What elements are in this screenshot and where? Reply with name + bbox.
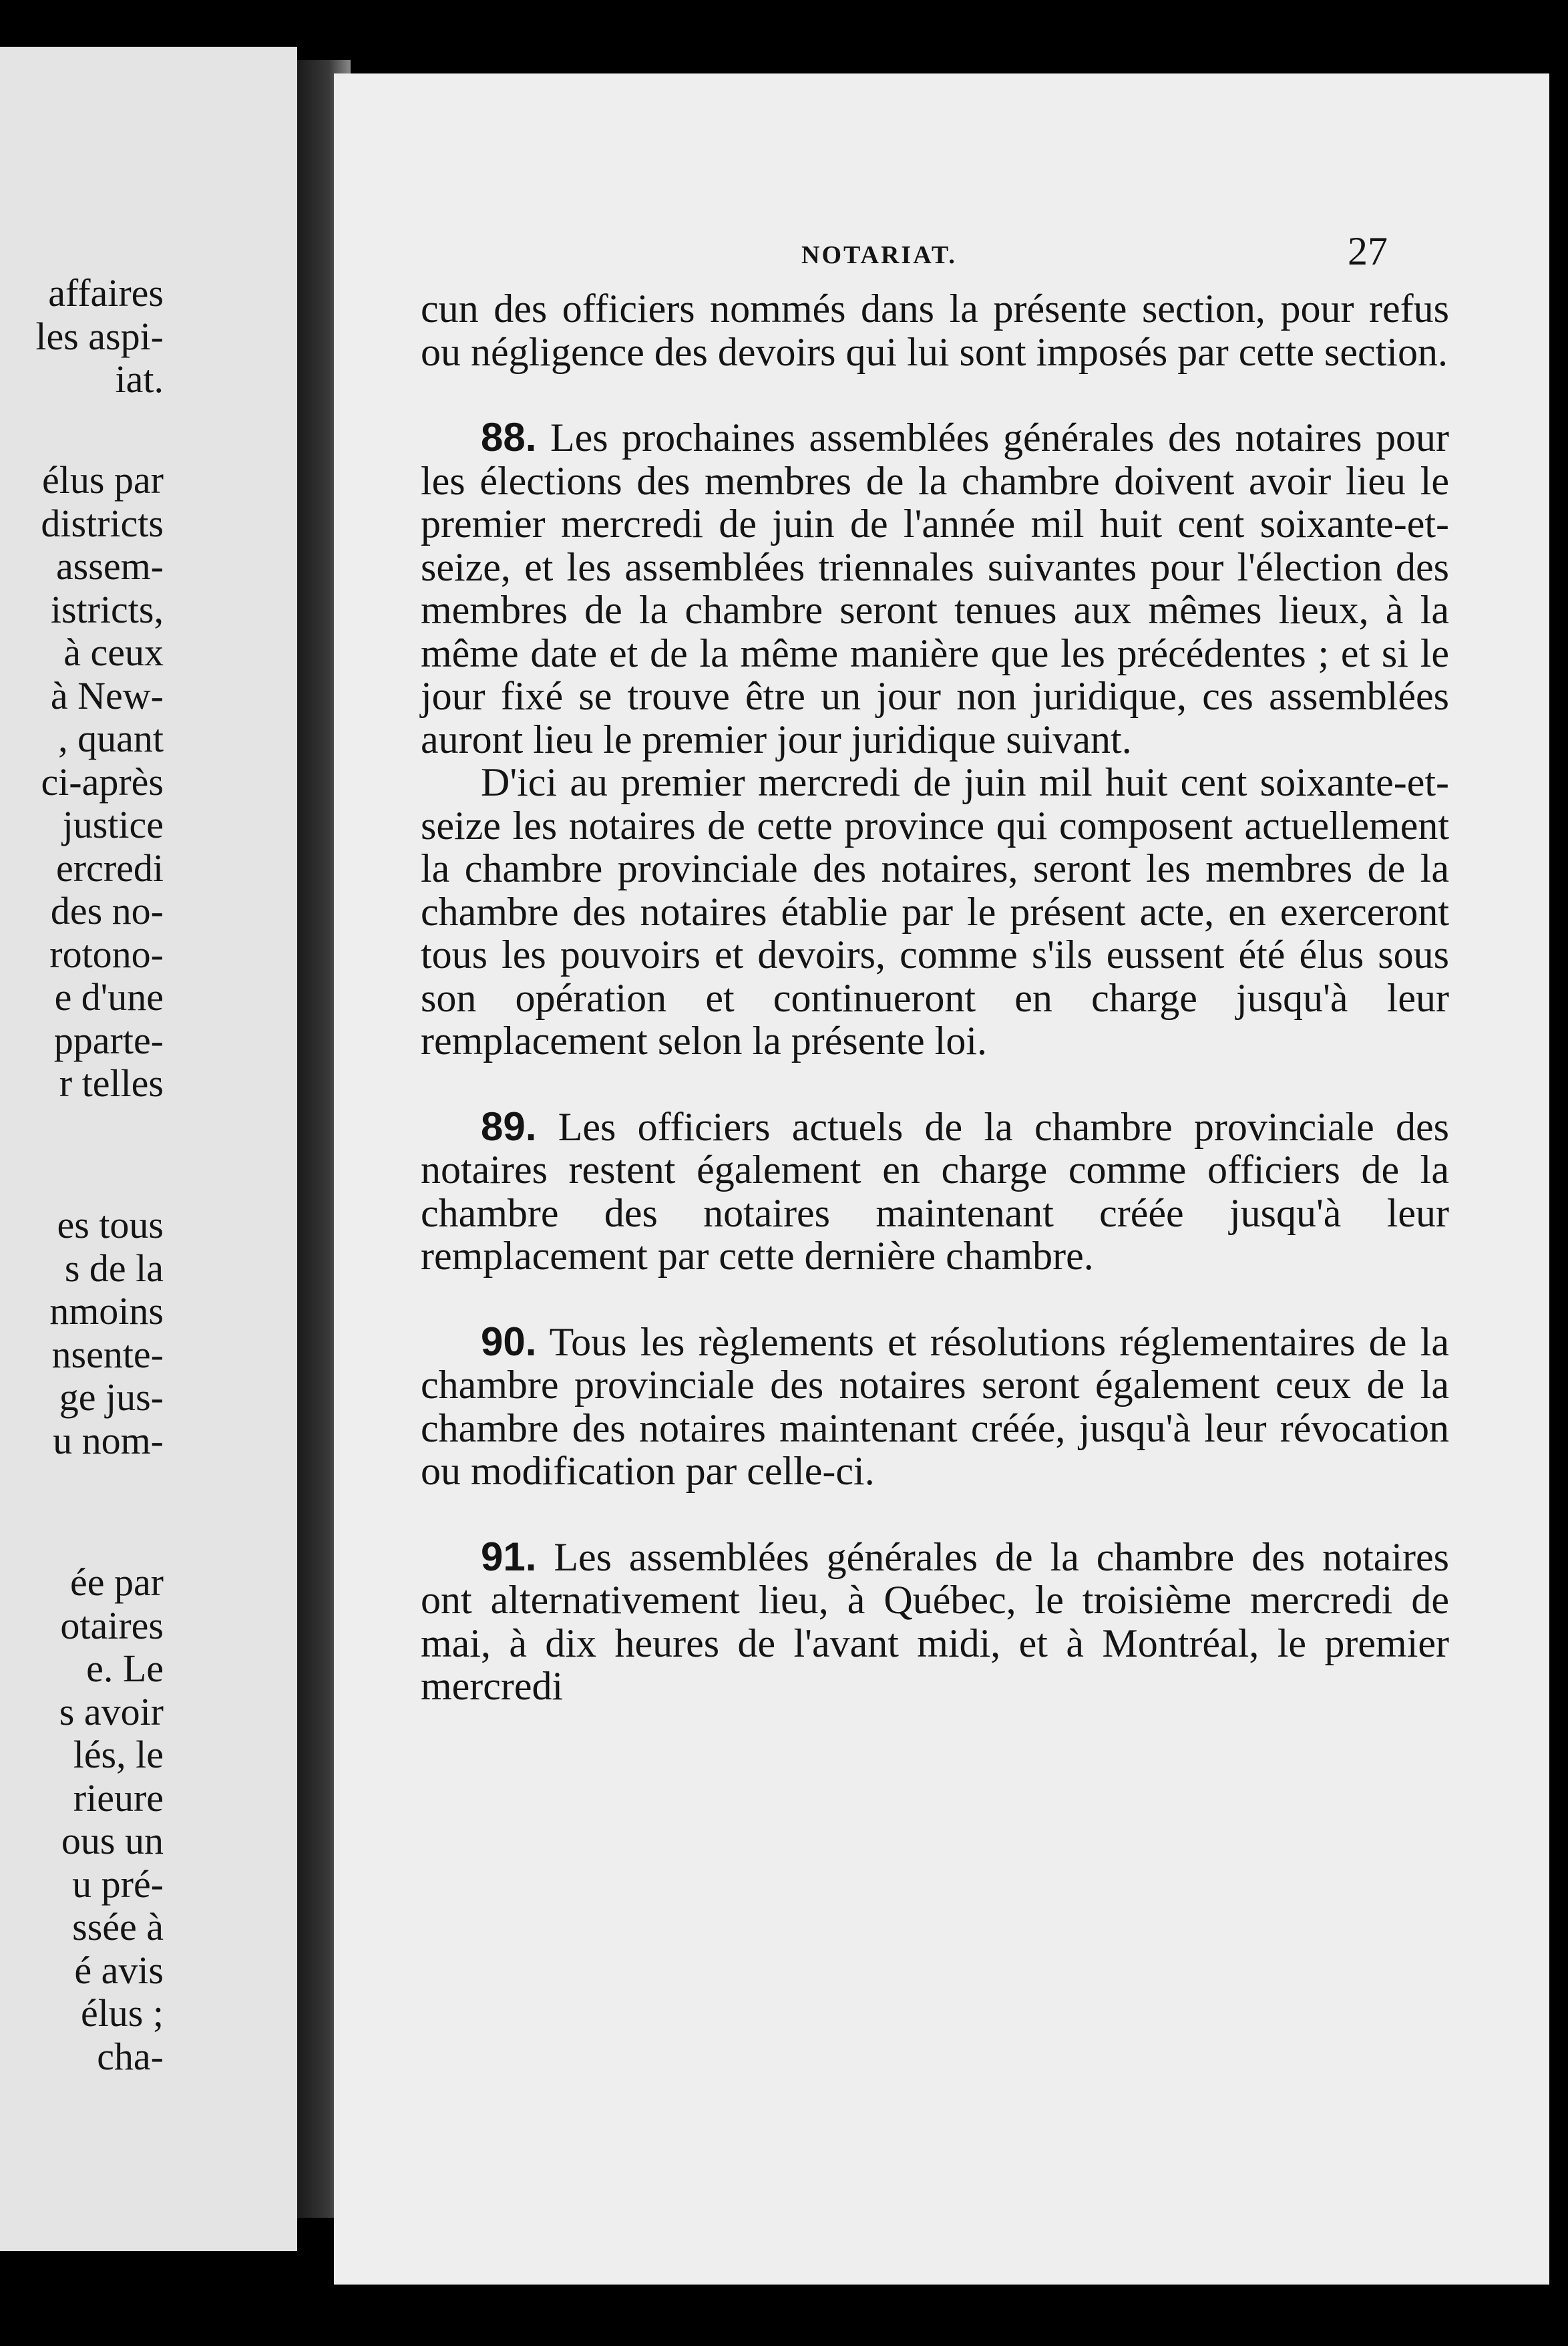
left-page-line: à ceux	[63, 631, 164, 674]
article-number: 89.	[481, 1104, 537, 1149]
body-text	[421, 287, 1449, 1708]
left-page-line: assem-	[55, 544, 164, 588]
article-text: Les assemblées générales de la chambre des notaires ont alternativement lieu, à Québec, le troisième mercredi de mai, à dix heures de l'avant midi, et à Montréal, le premier mercredi	[421, 1534, 1449, 1708]
left-page	[0, 47, 297, 2251]
left-page-line: , quant	[58, 717, 164, 760]
left-page-line: es tous	[57, 1203, 164, 1246]
article-text: Tous les règlements et résolutions réglementaires de la chambre provinciale des notaires seront également ceux de la chambre des notaires maintenant créée, jusqu'à leur révocation ou modification par celle-ci.	[421, 1319, 1449, 1493]
left-page-line: iat.	[115, 357, 164, 401]
left-page-line: élus ;	[80, 1991, 164, 2035]
left-page-line: ée par	[69, 1560, 164, 1604]
right-page	[334, 73, 1549, 2285]
article-number: 88.	[481, 415, 537, 460]
left-page-line: cha-	[97, 2034, 164, 2078]
left-page-line: rotono-	[49, 932, 164, 976]
left-page-line: ercredi	[56, 846, 164, 890]
page-number: 27	[1348, 229, 1388, 273]
article-89	[421, 1106, 1449, 1278]
left-page-line: nmoins	[49, 1289, 164, 1333]
article-text: Les officiers actuels de la chambre provinciale des notaires restent également en charge comme officiers de la chambre des notaires maintenant créée jusqu'à leur remplacement par cette dernière chambre.	[421, 1104, 1450, 1278]
article-91	[421, 1536, 1449, 1708]
left-page-line: des no-	[50, 889, 164, 933]
article-number: 91.	[481, 1534, 537, 1579]
left-page-line: à New-	[50, 673, 164, 717]
left-page-line: justice	[62, 803, 164, 846]
left-page-line: les aspi-	[35, 314, 164, 358]
left-page-line: ge jus-	[59, 1375, 164, 1419]
left-page-line: districts	[41, 501, 164, 545]
article-text: Les prochaines assemblées générales des notaires pour les élections des membres de la chambre doivent avoir lieu le premier mercredi de juin de l'année mil huit cent soixante-et-seize, et les assemblées triennales suivantes pour l'élection des membres de la chambre seront tenues aux mêmes lieux, à la même date et de la même manière que les précédentes ; et si le jour fixé se trouve être un jour non juridique, ces assemblées auront lieu le premier jour juridique suivant.	[421, 415, 1449, 762]
left-page-line: e. Le	[86, 1647, 164, 1690]
left-page-line: élus par	[42, 458, 164, 502]
left-page-line: istricts,	[50, 587, 164, 631]
article-88-paragraph-2: D'ici au premier mercredi de juin mil huit cent soixante-et-seize les notaires de cette province qui composent actuellement la chambre provinciale des notaires, seront les membres de la chambre des notaires établie par le présent acte, en exerceront tous les pouvoirs et devoirs, comme s'ils eussent été élus sous son opération et continueront en charge jusqu'à leur remplacement selon la présente loi.	[421, 760, 1449, 1063]
left-page-line: e d'une	[54, 975, 164, 1019]
left-page-line: r telles	[59, 1061, 164, 1105]
left-page-line: ci-après	[41, 760, 164, 804]
article-90	[421, 1321, 1449, 1493]
left-page-line: nsente-	[51, 1332, 164, 1376]
continuation-paragraph: cun des officiers nommés dans la présente section, pour refus ou négligence des devoirs qui lui sont imposés par cette section.	[421, 287, 1449, 374]
left-page-line: lés, le	[73, 1733, 164, 1776]
left-page-line: ssée à	[72, 1905, 164, 1949]
running-head: NOTARIAT.	[801, 241, 957, 269]
article-88	[421, 416, 1449, 761]
left-page-line: ous un	[61, 1819, 164, 1862]
left-page-line: s avoir	[59, 1689, 164, 1733]
left-page-line: rieure	[73, 1776, 164, 1820]
left-page-line: u nom-	[53, 1418, 164, 1462]
left-page-line: u pré-	[72, 1862, 164, 1906]
left-page-line: pparte-	[53, 1018, 164, 1062]
left-page-line: affaires	[48, 271, 164, 315]
article-number: 90.	[481, 1319, 537, 1364]
left-page-line: s de la	[64, 1246, 164, 1290]
left-page-line: otaires	[60, 1603, 164, 1647]
left-page-line: é avis	[74, 1948, 164, 1992]
